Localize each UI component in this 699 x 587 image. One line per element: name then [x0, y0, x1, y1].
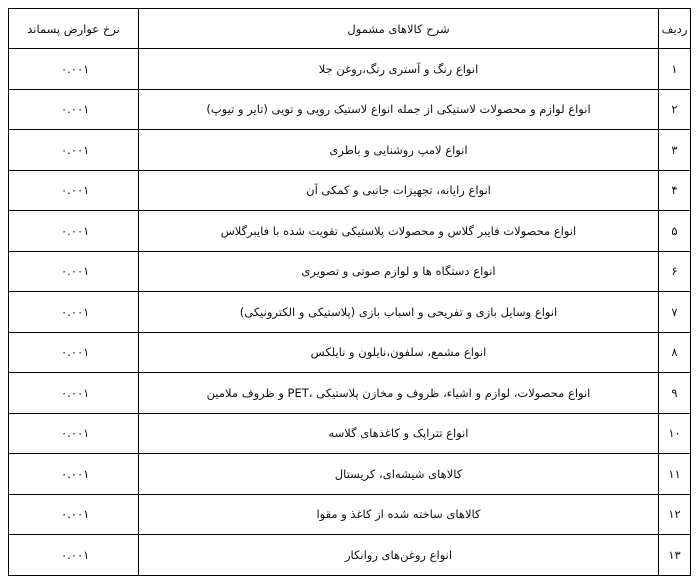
row-number: ۹: [659, 373, 691, 414]
table-header-row: [9, 9, 691, 49]
row-description: انواع روغن‌های روانکار: [139, 535, 659, 576]
row-description: انواع تتراپک و کاغذهای گلاسه: [139, 413, 659, 454]
row-description: انواع محصولات، لوازم و اشیاء، ظروف و مخازن پلاستیکی ،PET و ظروف ملامین: [139, 373, 659, 414]
row-description: انواع لوازم و محصولات لاستیکی از جمله انواع لاستیک رویی و تویی (تایر و تیوپ): [139, 89, 659, 130]
row-number: ۱۰: [659, 413, 691, 454]
row-number: ۴: [659, 170, 691, 211]
table-row: [9, 454, 691, 495]
row-rate: ۰.۰۰۱: [9, 292, 139, 333]
header-description: شرح کالاهای مشمول: [139, 9, 659, 49]
row-description: انواع لامپ روشنایی و باطری: [139, 130, 659, 171]
row-number: ۱۱: [659, 454, 691, 495]
row-description: کالاهای ساخته شده از کاغذ و مقوا: [139, 494, 659, 535]
header-row-number: ردیف: [659, 9, 691, 49]
table-row: [9, 413, 691, 454]
waste-fee-table: [8, 8, 691, 576]
waste-fee-table-container: [8, 8, 690, 576]
table-row: [9, 49, 691, 90]
row-number: ۳: [659, 130, 691, 171]
header-rate: نرخ عوارض پسماند: [9, 9, 139, 49]
row-rate: ۰.۰۰۱: [9, 413, 139, 454]
row-rate: ۰.۰۰۱: [9, 251, 139, 292]
table-row: [9, 292, 691, 333]
row-description: انواع دستگاه ها و لوازم صوتی و تصویری: [139, 251, 659, 292]
row-rate: ۰.۰۰۱: [9, 373, 139, 414]
table-row: [9, 251, 691, 292]
table-row: [9, 130, 691, 171]
row-rate: ۰.۰۰۱: [9, 170, 139, 211]
row-number: ۷: [659, 292, 691, 333]
row-description: انواع وسایل بازی و تفریحی و اسباب بازی (پلاستیکی و الکترونیکی): [139, 292, 659, 333]
row-description: انواع محصولات فایبر گلاس و محصولات پلاستیکی تقویت شده با فایبرگلاس: [139, 211, 659, 252]
row-description: کالاهای شیشه‌ای، کریستال: [139, 454, 659, 495]
row-description: انواع مشمع، سلفون،نایلون و نایلکس: [139, 332, 659, 373]
table-row: [9, 211, 691, 252]
table-row: [9, 170, 691, 211]
row-description: انواع رایانه، تجهیزات جانبی و کمکی آن: [139, 170, 659, 211]
row-rate: ۰.۰۰۱: [9, 494, 139, 535]
table-body: [9, 49, 691, 576]
table-row: [9, 332, 691, 373]
table-row: [9, 494, 691, 535]
row-number: ۱۳: [659, 535, 691, 576]
row-number: ۶: [659, 251, 691, 292]
row-number: ۱۲: [659, 494, 691, 535]
row-number: ۸: [659, 332, 691, 373]
row-rate: ۰.۰۰۱: [9, 454, 139, 495]
row-number: ۱: [659, 49, 691, 90]
table-row: [9, 373, 691, 414]
row-rate: ۰.۰۰۱: [9, 535, 139, 576]
table-row: [9, 535, 691, 576]
row-rate: ۰.۰۰۱: [9, 332, 139, 373]
row-rate: ۰.۰۰۱: [9, 130, 139, 171]
row-rate: ۰.۰۰۱: [9, 211, 139, 252]
table-row: [9, 89, 691, 130]
row-description: انواع رنگ و آستری رنگ،روغن جلا: [139, 49, 659, 90]
row-rate: ۰.۰۰۱: [9, 49, 139, 90]
row-number: ۲: [659, 89, 691, 130]
row-rate: ۰.۰۰۱: [9, 89, 139, 130]
row-number: ۵: [659, 211, 691, 252]
